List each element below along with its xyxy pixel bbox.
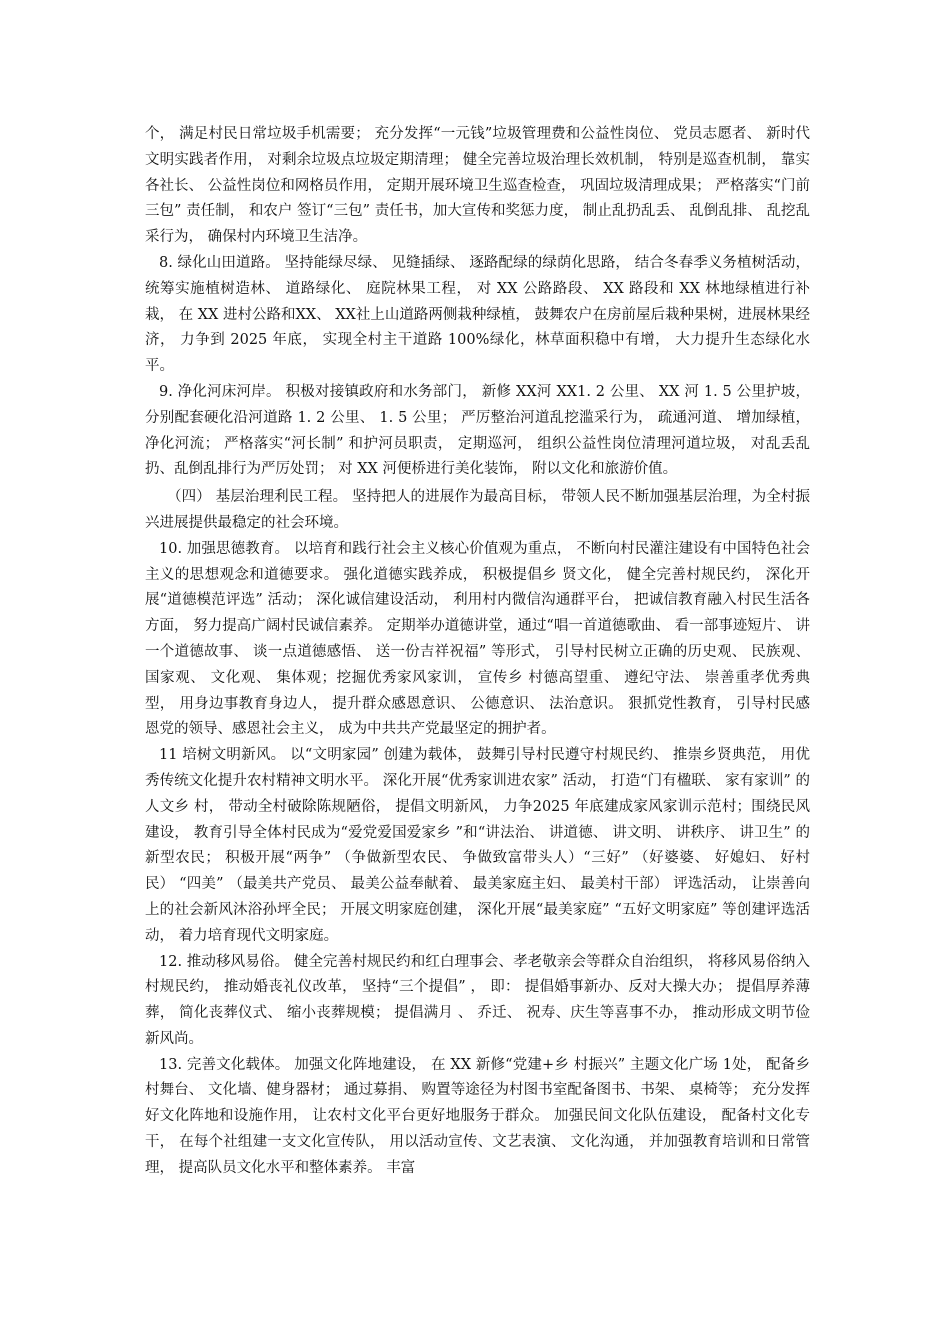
- paragraph-item-12-custom-reform: 12. 推动移风易俗。 健全完善村规民约和红白理事会、孝老敬亲会等群众自治组织， 将移风易俗纳入村规民约， 推动婚丧礼仪改革， 坚持“三个提倡” ， 即： 提倡婚事新办、反对大操大办； 提倡厚养薄葬， 简化丧葬仪式、 缩小丧葬规模； 提倡满月 、 乔迁、 祝寿、庆生等喜事不办， 推动形成文明节俭新风尚。: [145, 953, 810, 1047]
- paragraph-item-9-river-cleanup: 9. 净化河床河岸。 积极对接镇政府和水务部门， 新修 XX河 XX1. 2 公里、 XX 河 1. 5 公里护坡， 分别配套硬化沿河道路 1. 2 公里、 1. 5 公里； 严厉整治河道乱挖滥采行为， 疏通河道、 增加绿植， 净化河流； 严格落实“河长制” 和护河员职责， 定期巡河， 组织公益性岗位清理河道垃圾， 对乱丢乱扔、乱倒乱排行为严厉处罚； 对 XX 河便桥进行美化装饰， 附以文化和旅游价值。: [145, 383, 810, 478]
- document-body: [145, 122, 810, 1182]
- section-heading-4-grassroots-governance: （四） 基层治理利民工程。 坚持把人的进展作为最高目标， 带领人民不断加强基层治理，为全村振兴进展提供最稳定的社会环境。: [145, 489, 810, 531]
- paragraph-item-8-greening-roads: 8. 绿化山田道路。 坚持能绿尽绿、 见缝插绿、 逐路配绿的绿荫化思路， 结合冬春季义务植树活动， 统筹实施植树造林、 道路绿化、 庭院林果工程， 对 XX 公路路段、 XX 路段和 XX 林地绿植进行补栽， 在 XX 进村公路和XX、 XX社上山道路两侧栽种绿植， 鼓舞农户在房前屋后栽种果树，进展林果经济， 力争到 2025 年底， 实现全村主干道路 100%绿化，林草面积稳中有增， 大力提升生态绿化水平。: [145, 254, 810, 375]
- paragraph-item-10-moral-education: 10. 加强思德教育。 以培育和践行社会主义核心价值观为重点， 不断向村民灌注建设有中国特色社会主义的思想观念和道德要求。 强化道德实践养成， 积极提倡乡 贤文化， 健全完善村规民约， 深化开展“道德模范评选” 活动； 深化诚信建设活动， 利用村内微信沟通群平台， 把诚信教育融入村民生活各方面， 努力提高广阔村民诚信素养。 定期举办道德讲堂，通过“唱一首道德歌曲、 看一部事迹短片、 讲一个道德故事、 谈一点道德感悟、 送一份吉祥祝福” 等形式， 引导村民树立正确的历史观、 民族观、 国家观、 文化观、 集体观；挖掘优秀家风家训， 宣传乡 村德高望重、 遵纪守法、 崇善重孝优秀典型， 用身边事教育身边人， 提升群众感恩意识、 公德意识、 法治意识。 狠抓党性教育， 引导村民感恩党的领导、感恩社会主义， 成为中共共产党最坚定的拥护者。: [145, 540, 810, 738]
- paragraph-item-13-cultural-carriers: 13. 完善文化载体。 加强文化阵地建设， 在 XX 新修“党建+乡 村振兴” 主题文化广场 1处， 配备乡 村舞台、 文化墙、健身器材； 通过募捐、 购置等途径为村图书室配备图书、书架、 桌椅等； 充分发挥好文化阵地和设施作用， 让农村文化平台更好地服务于群众。 加强民间文化队伍建设， 配备村文化专干， 在每个社组建一支文化宣传队， 用以活动宣传、文艺表演、 文化沟通， 并加强教育培训和日常管理， 提高队员文化水平和整体素养。 丰富: [145, 1056, 810, 1176]
- paragraph-item-11-civilized-customs: 11 培树文明新风。 以“文明家园” 创建为载体， 鼓舞引导村民遵守村规民约、 推崇乡贤典范， 用优秀传统文化提升农村精神文明水平。 深化开展“优秀家训进农家” 活动， 打造“门有楹联、 家有家训” 的人文乡 村， 带动全村破除陈规陋俗， 提倡文明新风， 力争2025 年底建成家风家训示范村；围绕民风建设， 教育引导全体村民成为“爱党爱国爱家乡 ”和“讲法治、 讲道德、 讲文明、 讲秩序、 讲卫生” 的新型农民； 积极开展“两争” （争做新型农民、 争做致富带头人）“三好” （好婆婆、 好媳妇、 好村民） “四美” （最美共产党员、 最美公益奉献着、 最美家庭主妇、 最美村干部） 评选活动， 让崇善向上的社会新风沐浴孙坪全民； 开展文明家庭创建， 深化开展“最美家庭” “五好文明家庭” 等创建评选活动， 着力培育现代文明家庭。: [145, 747, 810, 944]
- paragraph-continuation: 个， 满足村民日常垃圾手机需要； 充分发挥“一元钱”垃圾管理费和公益性岗位、 党员志愿者、 新时代文明实践者作用， 对剩余垃圾点垃圾定期清理； 健全完善垃圾治理长效机制， 特别是巡查机制， 靠实各社长、 公益性岗位和网格员作用， 定期开展环境卫生巡查检查， 巩固垃圾清理成果； 严格落实“门前三包” 责任制， 和农户 签订“三包” 责任书，加大宣传和奖惩力度， 制止乱扔乱丢、 乱倒乱排、 乱挖乱采行为， 确保村内环境卫生洁净。: [145, 126, 810, 246]
